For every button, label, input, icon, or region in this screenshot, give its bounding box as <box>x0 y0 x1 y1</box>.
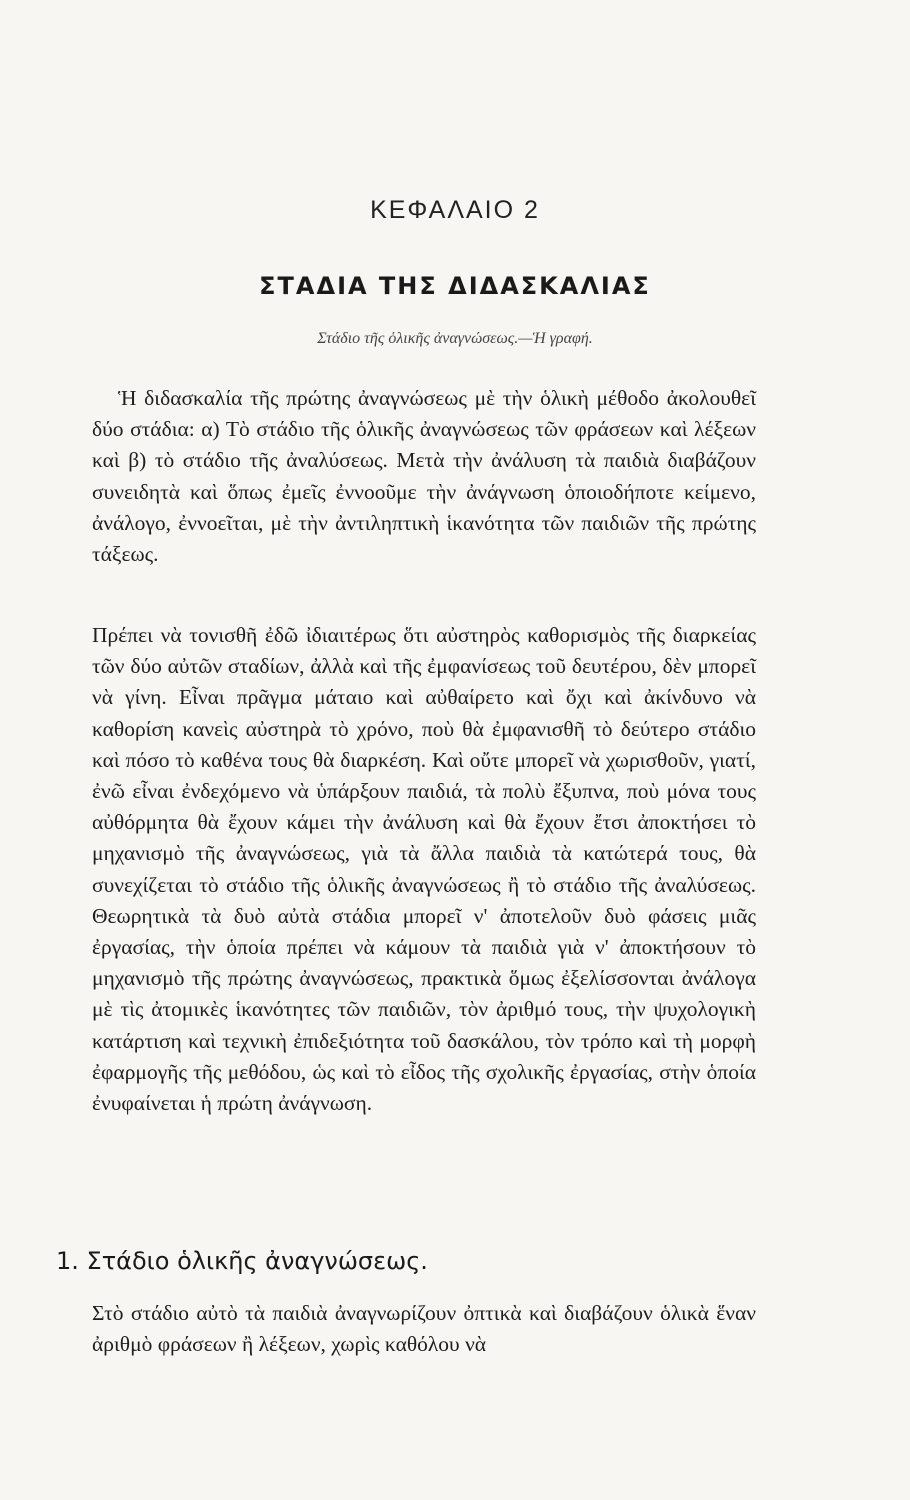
duration-paragraph: Πρέπει νὰ τονισθῆ ἐδῶ ἰδιαιτέρως ὅτι αὐστηρὸς καθορισμὸς τῆς διαρκείας τῶν δύο αὐτῶν σταδίων, ἀλλὰ καὶ τῆς ἐμφανίσεως τοῦ δευτέρου, δὲν μπορεῖ νὰ γίνη. Εἶναι πρᾶγμα μάταιο καὶ αὐθαίρετο καὶ ὄχι καὶ ἀκίνδυνο νὰ καθορίση κανεὶς αὐστηρὰ τὸ χρόνο, ποὺ θὰ ἐμφανισθῆ τὸ δεύτερο στάδιο καὶ πόσο τὸ καθένα τους θὰ διαρκέση. Καὶ οὔτε μπορεῖ νὰ χωρισθοῦν, γιατί, ἐνῶ εἶναι ἐνδεχόμενο νὰ ὑπάρξουν παιδιά, τὰ πολὺ ἔξυπνα, ποὺ μόνα τους αὐθόρμητα θὰ ἔχουν κάμει τὴν ἀνάλυση καὶ θὰ ἔχουν ἔτσι ἀποκτήσει τὸ μηχανισμὸ τῆς ἀναγνώσεως, γιὰ τὰ ἄλλα παιδιὰ τὰ κατώτερά τους, θὰ συνεχίζεται τὸ στάδιο τῆς ὁλικῆς ἀναγνώσεως ἢ τὸ στάδιο τῆς ἀναλύσεως. Θεωρητικὰ τὰ δυὸ αὐτὰ στάδια μπορεῖ ν' ἀποτελοῦν δυὸ φάσεις μιᾶς ἐργασίας, τὴν ὁποία πρέπει νὰ κάμουν τὰ παιδιὰ γιὰ ν' ἀποκτήσουν τὸ μηχανισμὸ τῆς πρώτης ἀναγνώσεως, πρακτικὰ ὅμως ἐξελίσσονται ἀνάλογα μὲ τὶς ἀτομικὲς ἱκανότητες τῶν παιδιῶν, τὸν ἀριθμό τους, τὴν ψυχολογικὴ κατάρτιση καὶ τεχνικὴ ἐπιδεξιότητα τοῦ δασκάλου, τὸν τρόπο καὶ τὴ μορφὴ ἐφαρμογῆς τῆς μεθόδου, ὡς καὶ τὸ εἶδος τῆς σχολικῆς ἐργασίας, στὴν ὁποία ἐνυφαίνεται ἡ πρώτη ἀνάγνωση. <box>92 623 756 1116</box>
chapter-number: ΚΕΦΑΛΑΙΟ 2 <box>370 196 540 224</box>
section-heading: 1. Στάδιο ὁλικῆς ἀναγνώσεως. <box>56 1247 428 1275</box>
chapter-title: ΣΤΑΔΙΑ ΤΗΣ ΔΙΔΑΣΚΑΛΙΑΣ <box>259 272 651 300</box>
intro-paragraph: Ἡ διδασκαλία τῆς πρώτης ἀναγνώσεως μὲ τὴν ὁλικὴ μέθοδο ἀκολουθεῖ δύο στάδια: α) Τὸ στάδιο τῆς ὁλικῆς ἀναγνώσεως τῶν φράσεων καὶ λέξεων καὶ β) τὸ στάδιο τῆς ἀναλύσεως. Μετὰ τὴν ἀνάλυση τὰ παιδιὰ διαβάζουν συνειδητὰ καὶ ὅπως ἐμεῖς ἐννοοῦμε τὴν ἀνάγνωση ὁποιοδήποτε κείμενο, ἀνάλογο, ἐννοεῖται, μὲ τὴν ἀντιληπτικὴ ἱκανότητα τῶν παιδιῶν τῆς πρώτης τάξεως. <box>92 386 756 567</box>
section-first-paragraph: Στὸ στάδιο αὐτὸ τὰ παιδιὰ ἀναγνωρίζουν ὀπτικὰ καὶ διαβάζουν ὁλικὰ ἕναν ἀριθμὸ φράσεων ἢ λέξεων, χωρὶς καθόλου νὰ <box>92 1301 756 1357</box>
chapter-subtitle: Στάδιο τῆς ὁλικῆς ἀναγνώσεως.—Ἡ γραφή. <box>317 330 593 347</box>
